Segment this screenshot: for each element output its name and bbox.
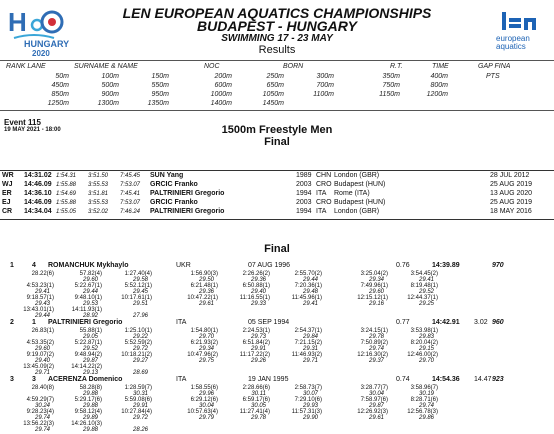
result-born: 07 AUG 1996 xyxy=(248,262,291,269)
record-noc: CRO xyxy=(316,199,332,206)
cumulative-split: 1:25.10(1) xyxy=(124,328,152,334)
record-date: 28 JUL 2012 xyxy=(490,172,530,179)
record-s2: 3:52.02 xyxy=(88,209,109,215)
cumulative-split: 12:26.92(3) xyxy=(357,409,388,415)
result-rt: 0.74 xyxy=(396,376,410,383)
lap-split: 29.44 xyxy=(82,289,98,295)
result-name: ACERENZA Domenico xyxy=(48,376,123,383)
cumulative-split: 10:27.84(4) xyxy=(121,409,152,415)
record-date: 25 AUG 2019 xyxy=(490,181,533,188)
lap-split: 29.90 xyxy=(302,415,318,421)
split-header: 600m xyxy=(214,82,232,89)
lap-split: 29.36 xyxy=(198,289,214,295)
lap-split: 29.74 xyxy=(34,427,50,433)
lap-split: 29.27 xyxy=(132,358,148,364)
split-header: 450m xyxy=(51,82,69,89)
lap-split: 29.48 xyxy=(302,289,318,295)
cumulative-split: 1:54.80(1) xyxy=(190,328,218,334)
result-rt: 0.76 xyxy=(396,262,410,269)
record-code: WR xyxy=(2,172,14,179)
cumulative-split: 57.82(4) xyxy=(79,271,102,277)
lap-split: 29.25 xyxy=(418,301,434,307)
cumulative-split: 13:43.01(1) xyxy=(23,307,54,313)
len-logo-aquatics: aquatics xyxy=(496,42,526,51)
cumulative-split: 5:29.17(6) xyxy=(74,397,102,403)
result-pts: 923 xyxy=(492,376,504,383)
record-place: London (GBR) xyxy=(334,172,380,179)
record-place: Budapest (HUN) xyxy=(334,199,386,206)
logo-h-letter: H xyxy=(8,7,27,37)
final-heading: Final xyxy=(264,243,290,255)
lap-split: 29.60 xyxy=(368,289,384,295)
record-time: 14:46.09 xyxy=(24,199,52,206)
record-time: 14:36.10 xyxy=(24,190,52,197)
record-time: 14:31.02 xyxy=(24,172,52,179)
cumulative-split: 8:19.48(1) xyxy=(410,283,438,289)
col-gap-fina: GAP FINA xyxy=(478,63,511,70)
cumulative-split: 2:58.73(7) xyxy=(294,385,322,391)
split-header: 1000m xyxy=(210,91,232,98)
cumulative-split: 13:56.22(3) xyxy=(23,421,54,427)
cumulative-split: 6:29.12(6) xyxy=(190,397,218,403)
lap-split: 29.51 xyxy=(132,301,148,307)
len-logo xyxy=(488,10,548,50)
lap-split: 29.44 xyxy=(302,277,318,283)
cumulative-split: 9:18.57(1) xyxy=(26,295,54,301)
cumulative-split: 10:17.61(1) xyxy=(121,295,152,301)
record-date: 18 MAY 2016 xyxy=(490,208,532,215)
split-header: 200m xyxy=(214,73,232,80)
len-logo-icon xyxy=(488,10,548,34)
cumulative-split: 7:20.36(1) xyxy=(294,283,322,289)
logo-year-text: 2020 xyxy=(32,49,50,58)
split-header: 50m xyxy=(55,73,69,80)
lap-split: 29.05 xyxy=(82,334,98,340)
lap-split: 29.44 xyxy=(34,313,50,319)
lap-split: 29.89 xyxy=(82,415,98,421)
lap-split: 30.31 xyxy=(132,391,148,397)
lap-split: 29.75 xyxy=(198,358,214,364)
cumulative-split: 6:59.17(6) xyxy=(242,397,270,403)
cumulative-split: 58.28(8) xyxy=(79,385,102,391)
venue-title: BUDAPEST - HUNGARY xyxy=(197,18,357,34)
split-header: 400m xyxy=(430,73,448,80)
col-name: SURNAME & NAME xyxy=(74,63,138,70)
record-year: 1994 xyxy=(296,208,312,215)
record-code: WJ xyxy=(2,181,13,188)
lap-split: 29.78 xyxy=(250,415,266,421)
lap-split: 29.58 xyxy=(132,277,148,283)
result-time: 14:39.89 xyxy=(432,262,460,269)
lap-split: 29.26 xyxy=(250,358,266,364)
record-noc: ITA xyxy=(316,208,327,215)
lap-split: 29.74 xyxy=(34,415,50,421)
record-year: 1994 xyxy=(296,190,312,197)
record-s1: 1:55.88 xyxy=(56,182,77,188)
cumulative-split: 9:48.94(2) xyxy=(74,352,102,358)
split-header: 1400m xyxy=(210,100,232,107)
lap-split: 29.73 xyxy=(250,334,266,340)
record-s1: 1:54.69 xyxy=(56,191,77,197)
event-name: 1500m Freestyle Men xyxy=(221,124,333,136)
cumulative-split: 10:47.96(2) xyxy=(187,352,218,358)
cumulative-split: 14:14.22(2) xyxy=(71,364,102,370)
record-code: CR xyxy=(2,208,13,215)
cumulative-split: 5:22.87(1) xyxy=(74,340,102,346)
split-header: 550m xyxy=(151,82,169,89)
cumulative-split: 12:16.30(2) xyxy=(357,352,388,358)
split-header: 750m xyxy=(382,82,400,89)
lap-split: 29.87 xyxy=(82,358,98,364)
cumulative-split: 2:28.66(6) xyxy=(242,385,270,391)
split-header: 950m xyxy=(151,91,169,98)
cumulative-split: 5:59.08(6) xyxy=(124,397,152,403)
lap-split: 29.83 xyxy=(418,334,434,340)
lap-split: 29.15 xyxy=(418,346,434,352)
cumulative-split: 55.88(1) xyxy=(79,328,102,334)
cumulative-split: 1:27.40(4) xyxy=(124,271,152,277)
result-rt: 0.77 xyxy=(396,319,410,326)
record-code: EJ xyxy=(2,199,11,206)
split-header: 150m xyxy=(151,73,169,80)
cumulative-split: 12:46.00(2) xyxy=(407,352,438,358)
split-header: 800m xyxy=(430,82,448,89)
lap-split: 29.79 xyxy=(198,415,214,421)
cumulative-split: 12:15.12(1) xyxy=(357,295,388,301)
lap-split: 29.78 xyxy=(368,334,384,340)
result-noc: ITA xyxy=(176,319,187,326)
cumulative-split: 5:52.59(2) xyxy=(124,340,152,346)
col-time: TIME xyxy=(432,63,449,70)
lap-split: 29.84 xyxy=(302,334,318,340)
cumulative-split: 6:21.48(1) xyxy=(190,283,218,289)
cumulative-split: 2:24.53(1) xyxy=(242,328,270,334)
col-born: BORN xyxy=(283,63,304,70)
result-gap: 3.02 xyxy=(474,319,488,326)
cumulative-split: 5:22.67(1) xyxy=(74,283,102,289)
records-table xyxy=(0,170,554,220)
result-noc: ITA xyxy=(176,376,187,383)
lap-split: 29.33 xyxy=(250,301,266,307)
lap-split: 29.74 xyxy=(368,346,384,352)
result-time: 14:54.36 xyxy=(432,376,460,383)
result-rank: 3 xyxy=(10,376,14,383)
cumulative-split: 12:44.37(1) xyxy=(407,295,438,301)
split-header: 500m xyxy=(101,82,119,89)
split-header: 850m xyxy=(51,91,69,98)
split-header: 300m xyxy=(316,73,334,80)
header-top-rule xyxy=(0,60,554,61)
record-place: London (GBR) xyxy=(334,208,380,215)
result-lane: 1 xyxy=(32,319,36,326)
result-born: 05 SEP 1994 xyxy=(248,319,290,326)
record-year: 2003 xyxy=(296,181,312,188)
record-s3: 7:53.07 xyxy=(120,200,141,206)
cumulative-split: 7:29.10(6) xyxy=(294,397,322,403)
event-datetime: 19 MAY 2021 - 18:00 xyxy=(4,127,61,133)
record-noc: CHN xyxy=(316,172,332,179)
cumulative-split: 3:58.96(7) xyxy=(410,385,438,391)
record-year: 1989 xyxy=(296,172,312,179)
cumulative-split: 3:25.04(2) xyxy=(360,271,388,277)
cumulative-split: 10:47.22(1) xyxy=(187,295,218,301)
h2o-hungary-logo xyxy=(6,4,76,60)
lap-split: 29.88 xyxy=(82,391,98,397)
record-name: PALTRINIERI Gregorio xyxy=(150,190,225,197)
record-name: SUN Yang xyxy=(150,172,184,179)
col-noc: NOC xyxy=(204,63,220,70)
lap-split: 29.70 xyxy=(418,358,434,364)
lap-split: 29.41 xyxy=(34,289,50,295)
lap-split: 29.41 xyxy=(418,277,434,283)
split-header: 1200m xyxy=(426,91,448,98)
cumulative-split: 3:54.45(2) xyxy=(410,271,438,277)
lap-split: 29.72 xyxy=(132,415,148,421)
split-header: 1150m xyxy=(379,91,400,98)
record-time: 14:46.09 xyxy=(24,181,52,188)
lap-split: 28.92 xyxy=(82,313,98,319)
sport-dates: SWIMMING 17 - 23 MAY xyxy=(221,33,333,44)
split-header: 100m xyxy=(101,73,119,80)
record-noc: ITA xyxy=(316,190,327,197)
cumulative-split: 8:28.71(6) xyxy=(410,397,438,403)
cumulative-split: 11:45.96(1) xyxy=(291,295,322,301)
cumulative-split: 3:28.77(7) xyxy=(360,385,388,391)
lap-split: 29.88 xyxy=(82,427,98,433)
result-gap: 14.47 xyxy=(474,376,492,383)
lap-split: 29.87 xyxy=(368,403,384,409)
cumulative-split: 11:57.31(3) xyxy=(291,409,322,415)
lap-split: 30.04 xyxy=(368,391,384,397)
cumulative-split: 2:54.37(1) xyxy=(294,328,322,334)
col-rank-lane: RANK LANE xyxy=(6,63,46,70)
record-time: 14:34.04 xyxy=(24,208,52,215)
split-header: 1250m xyxy=(47,100,69,107)
cumulative-split: 26.83(1) xyxy=(31,328,54,334)
cumulative-split: 2:55.70(2) xyxy=(294,271,322,277)
cumulative-split: 9:58.12(4) xyxy=(74,409,102,415)
cumulative-split: 12:56.78(3) xyxy=(407,409,438,415)
len-logo-european: european xyxy=(496,34,530,43)
lap-split: 29.22 xyxy=(132,334,148,340)
result-rank: 2 xyxy=(10,319,14,326)
cumulative-split: 10:57.63(4) xyxy=(187,409,218,415)
cumulative-split: 3:53.98(1) xyxy=(410,328,438,334)
header-bottom-rule xyxy=(0,110,554,111)
record-s3: 7:53.07 xyxy=(120,182,141,188)
result-name: PALTRINIERI Gregorio xyxy=(48,319,123,326)
cumulative-split: 8:20.04(2) xyxy=(410,340,438,346)
event-phase: Final xyxy=(264,136,290,148)
cumulative-split: 4:53.23(1) xyxy=(26,283,54,289)
cumulative-split: 11:17.22(2) xyxy=(239,352,270,358)
cumulative-split: 3:24.15(1) xyxy=(360,328,388,334)
lap-split: 29.61 xyxy=(198,301,214,307)
lap-split: 29.72 xyxy=(132,346,148,352)
lap-split: 28.26 xyxy=(132,427,148,433)
lap-split: 30.07 xyxy=(302,391,318,397)
cumulative-split: 14:11.93(1) xyxy=(71,307,102,313)
cumulative-split: 1:58.55(6) xyxy=(190,385,218,391)
lap-split: 29.52 xyxy=(82,346,98,352)
split-header: 1100m xyxy=(313,91,334,98)
result-pts: 960 xyxy=(492,319,504,326)
lap-split: 29.70 xyxy=(198,334,214,340)
lap-split: 29.45 xyxy=(132,289,148,295)
cumulative-split: 1:56.90(3) xyxy=(190,271,218,277)
lap-split: 29.31 xyxy=(302,346,318,352)
lap-split: 30.24 xyxy=(34,403,50,409)
lap-split: 29.71 xyxy=(302,358,318,364)
result-name: ROMANCHUK Mykhaylo xyxy=(48,262,129,269)
record-s2: 3:55.53 xyxy=(88,182,109,188)
split-header: 250m xyxy=(266,73,284,80)
record-date: 13 AUG 2020 xyxy=(490,190,533,197)
cumulative-split: 10:18.21(2) xyxy=(121,352,152,358)
lap-split: 29.34 xyxy=(198,346,214,352)
cumulative-split: 7:50.89(2) xyxy=(360,340,388,346)
split-header: 650m xyxy=(266,82,284,89)
lap-split: 27.96 xyxy=(132,313,148,319)
record-name: PALTRINIERI Gregorio xyxy=(150,208,225,215)
lap-split: 29.91 xyxy=(250,346,266,352)
cumulative-split: 11:16.55(1) xyxy=(239,295,270,301)
lap-split: 29.43 xyxy=(34,301,50,307)
lap-split: 29.40 xyxy=(250,289,266,295)
result-lane: 3 xyxy=(32,376,36,383)
cumulative-split: 6:50.88(1) xyxy=(242,283,270,289)
split-header: 1050m xyxy=(262,91,284,98)
cumulative-split: 28.40(8) xyxy=(31,385,54,391)
lap-split: 29.96 xyxy=(198,391,214,397)
lap-split: 29.53 xyxy=(82,301,98,307)
cumulative-split: 11:46.93(2) xyxy=(291,352,322,358)
lap-split: 30.04 xyxy=(198,403,214,409)
cumulative-split: 13:45.09(2) xyxy=(23,364,54,370)
col-rt: R.T. xyxy=(390,63,403,70)
record-name: GRCIC Franko xyxy=(150,181,198,188)
lap-split: 29.52 xyxy=(418,289,434,295)
result-noc: UKR xyxy=(176,262,191,269)
lap-split: 28.69 xyxy=(132,370,148,376)
lap-split: 30.19 xyxy=(418,391,434,397)
lap-split: 29.86 xyxy=(418,415,434,421)
lap-split: 29.91 xyxy=(132,403,148,409)
split-header: PTS xyxy=(486,73,500,80)
lap-split: 29.40 xyxy=(34,358,50,364)
result-born: 19 JAN 1995 xyxy=(248,376,289,383)
record-place: Rome (ITA) xyxy=(334,190,370,197)
cumulative-split: 6:51.84(2) xyxy=(242,340,270,346)
lap-split: 29.60 xyxy=(34,346,50,352)
lap-split: 29.61 xyxy=(368,415,384,421)
result-rank: 1 xyxy=(10,262,14,269)
split-header: 1300m xyxy=(97,100,119,107)
cumulative-split: 7:58.97(6) xyxy=(360,397,388,403)
cumulative-split: 7:49.96(1) xyxy=(360,283,388,289)
cumulative-split: 11:27.41(4) xyxy=(239,409,270,415)
logo-hungary-text: HUNGARY xyxy=(24,39,70,49)
split-header: 900m xyxy=(101,91,119,98)
cumulative-split: 28.22(6) xyxy=(31,271,54,277)
cumulative-split: 5:52.12(1) xyxy=(124,283,152,289)
result-lane: 4 xyxy=(32,262,36,269)
cumulative-split: 9:19.07(2) xyxy=(26,352,54,358)
lap-split: 29.37 xyxy=(368,358,384,364)
cumulative-split: 4:59.29(7) xyxy=(26,397,54,403)
record-noc: CRO xyxy=(316,181,332,188)
cumulative-split: 2:26.26(2) xyxy=(242,271,270,277)
lap-split: 29.74 xyxy=(418,403,434,409)
lap-split: 30.05 xyxy=(250,403,266,409)
record-code: ER xyxy=(2,190,12,197)
record-name: GRCIC Franko xyxy=(150,199,198,206)
championship-title: LEN EUROPEAN AQUATICS CHAMPIONSHIPS xyxy=(122,5,432,21)
split-header: 1350m xyxy=(147,100,169,107)
lap-split: 29.41 xyxy=(302,301,318,307)
record-s1: 1:55.05 xyxy=(56,209,77,215)
cumulative-split: 9:48.10(1) xyxy=(74,295,102,301)
record-place: Budapest (HUN) xyxy=(334,181,386,188)
record-year: 2003 xyxy=(296,199,312,206)
cumulative-split: 1:28.59(7) xyxy=(124,385,152,391)
split-header: 1450m xyxy=(262,100,284,107)
split-header: 350m xyxy=(382,73,400,80)
lap-split: 29.60 xyxy=(82,277,98,283)
result-pts: 970 xyxy=(492,262,504,269)
cumulative-split: 7:21.15(2) xyxy=(294,340,322,346)
lap-split: 30.11 xyxy=(251,391,266,397)
lap-split: 29.88 xyxy=(82,403,98,409)
lap-split: 29.50 xyxy=(198,277,214,283)
split-header: 700m xyxy=(316,82,334,89)
cumulative-split: 6:21.93(2) xyxy=(190,340,218,346)
lap-split: 29.13 xyxy=(82,370,98,376)
cumulative-split: 4:53.35(2) xyxy=(26,340,54,346)
record-s2: 3:55.53 xyxy=(88,200,109,206)
lap-split: 29.93 xyxy=(302,403,318,409)
cumulative-split: 14:26.10(3) xyxy=(71,421,102,427)
cumulative-split: 9:28.23(4) xyxy=(26,409,54,415)
lap-split: 29.34 xyxy=(368,277,384,283)
result-time: 14:42.91 xyxy=(432,319,460,326)
lap-split: 29.71 xyxy=(34,370,50,376)
event-number: Event 115 xyxy=(4,118,41,127)
record-s2: 3:51.50 xyxy=(88,173,109,179)
record-date: 25 AUG 2019 xyxy=(490,199,533,206)
lap-split: 29.36 xyxy=(250,277,266,283)
record-s3: 7:46.24 xyxy=(120,209,141,215)
record-s3: 7:45.41 xyxy=(120,191,141,197)
lap-split: 29.16 xyxy=(368,301,384,307)
results-label: Results xyxy=(258,44,296,56)
record-s1: 1:54.31 xyxy=(56,173,77,179)
record-s3: 7:45.45 xyxy=(120,173,141,179)
record-s1: 1:55.88 xyxy=(56,200,77,206)
record-s2: 3:51.81 xyxy=(88,191,109,197)
